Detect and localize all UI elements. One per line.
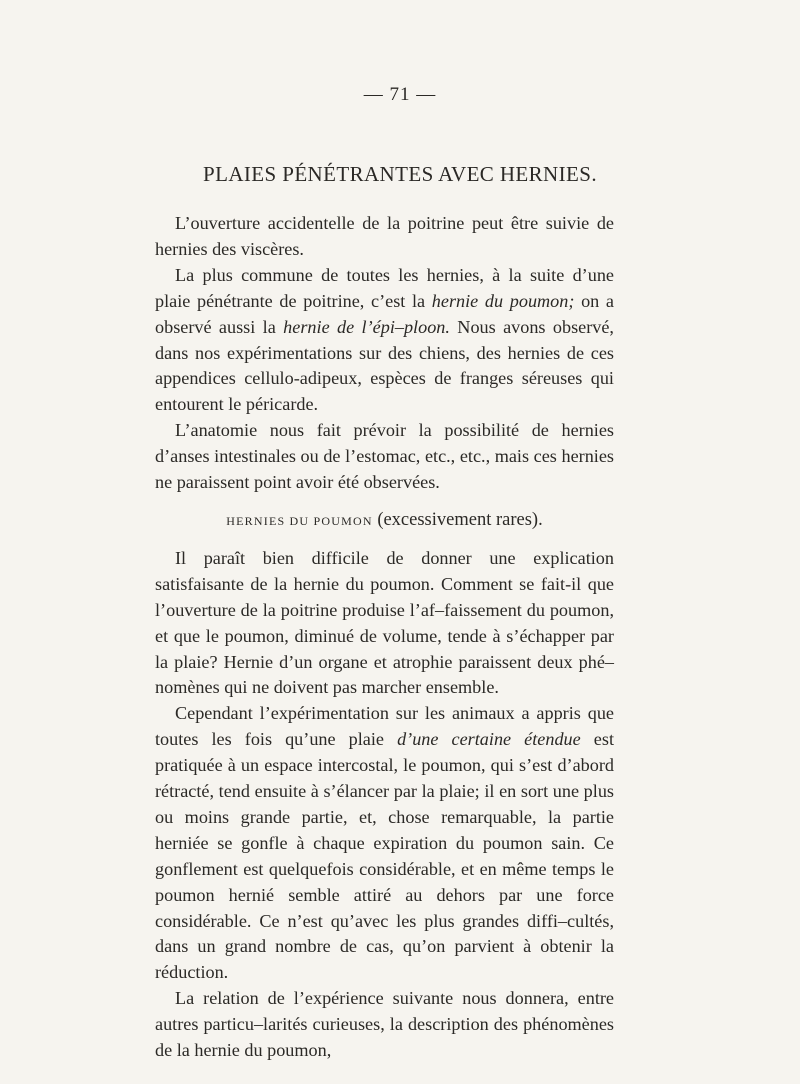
italic-hernie-du-poumon: hernie du poumon; xyxy=(431,290,575,311)
paragraph-3: L’anatomie nous fait prévoir la possibilité de hernies d’anses intestinales ou de l’estomac, etc., etc., mais ces hernies ne paraissent point avoir été observées. xyxy=(155,420,614,493)
paragraph-2-text-c: Nous avons observé, dans nos expérimentations sur des chiens, des hernies de ces appendices cellulo-adipeux, espèces de franges séreuses qui entourent le péricarde. xyxy=(155,316,614,415)
section-subheading xyxy=(155,508,614,535)
paragraph-5-text-a: Cependant l’expérimentation sur les animaux a appris que toutes les fois qu’une plaie xyxy=(155,703,614,750)
italic-certaine-etendue: d’une certaine étendue xyxy=(397,729,581,750)
paragraph-2 xyxy=(155,263,614,418)
subheading-smallcaps: HERNIES DU POUMON xyxy=(226,513,373,528)
paragraph-5-text-b: est pratiquée à un espace intercostal, le poumon, qui s’est d’abord rétracté, tend ensuite à s’élancer par la plaie; il en sort une plus ou moins grande partie, et, chose remarquable, la partie herniée se gonfle à chaque expiration du poumon sain. Ce gonflement est quelquefois considérable, et en même temps le poumon hernié semble attiré au dehors par une force considérable. Ce n’est qu’avec les plus grandes diffi–cultés, dans un grand nombre de cas, qu’on parvient à obtenir la réduction. xyxy=(155,729,614,983)
chapter-title: PLAIES PÉNÉTRANTES AVEC HERNIES. xyxy=(203,162,597,186)
paragraph-4: Il paraît bien difficile de donner une explication satisfaisante de la hernie du poumon. Comment se fait-il que l’ouverture de la poitrine produise l’af–faissement du poumon, et que le poumon, diminué de volume, tende à s’échapper par la plaie? Hernie d’un organe et atrophie paraissent deux phé–nomènes qui ne doivent pas marcher ensemble. xyxy=(155,547,614,698)
body-text xyxy=(155,211,614,1064)
paragraph-2-text-b: on a observé aussi la xyxy=(155,290,615,337)
paragraph-5 xyxy=(155,701,614,986)
paragraph-1: L’ouverture accidentelle de la poitrine peut être suivie de hernies des viscères. xyxy=(155,213,614,259)
paragraph-2-text-a: La plus commune de toutes les hernies, à la suite d’une plaie pénétrante de poitrine, c’est la xyxy=(155,264,614,311)
italic-hernie-epiploon: hernie de l’épi–ploon. xyxy=(283,316,450,337)
paragraph-6: La relation de l’expérience suivante nous donnera, entre autres particu–larités curieuses, la description des phénomènes de la hernie du poumon, xyxy=(155,988,614,1061)
page-number: — 71 — xyxy=(363,84,437,105)
subheading-rest: (excessivement rares). xyxy=(372,509,543,530)
